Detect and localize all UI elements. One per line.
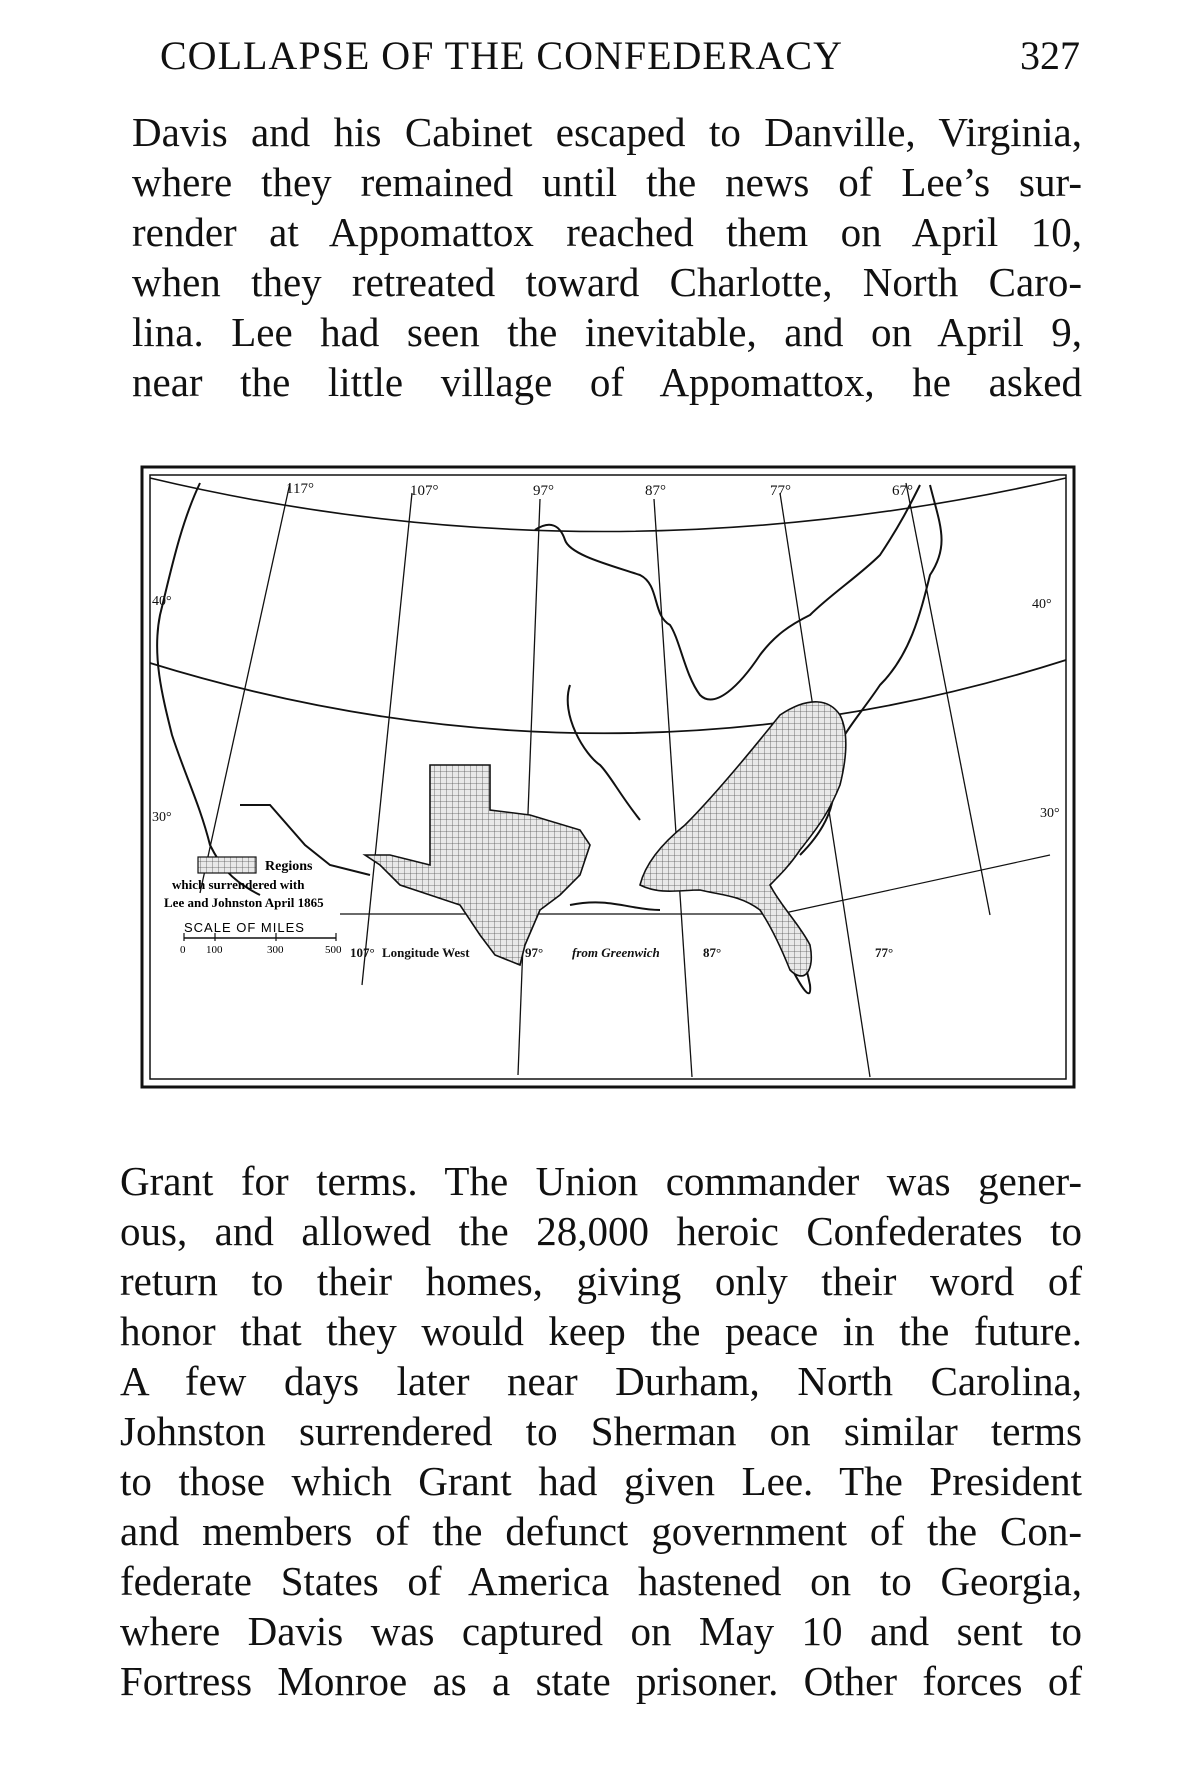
bottom-label: 107° [350,945,375,960]
lat-label-right: 30° [1040,806,1060,821]
text-line: A few days later near Durham, North Carolina, [120,1358,1082,1404]
page-number: 327 [1020,33,1080,78]
paragraph-1 [132,107,1082,407]
lon-label: 67° [892,483,913,499]
text-line: Johnston surrendered to Sherman on similar terms [120,1408,1082,1454]
text-line: near the little village of Appomattox, he asked [132,359,1082,405]
text-line: render at Appomattox reached them on April 10, [132,209,1082,255]
running-title: COLLAPSE OF THE CONFEDERACY [160,33,843,78]
map-figure [140,465,1076,1089]
map-border-outer [142,467,1074,1087]
text-line: Fortress Monroe as a state prisoner. Other forces of [120,1658,1082,1704]
scale-title: SCALE OF MILES [184,920,305,935]
scale-tick: 0 [180,944,186,956]
scale-tick: 100 [206,944,223,956]
legend-line-2: which surrendered with [172,877,305,892]
text-line: to those which Grant had given Lee. The President [120,1458,1082,1504]
bottom-label: Longitude West [382,945,470,960]
bottom-label: 77° [875,945,894,960]
legend-swatch [198,857,256,873]
lon-label: 97° [533,483,554,499]
scale-tick: 500 [325,944,342,956]
text-line: honor that they would keep the peace in the future. [120,1308,1082,1354]
lon-label: 87° [645,483,666,499]
text-line: Davis and his Cabinet escaped to Danville, Virginia, [132,109,1082,155]
lon-label: 77° [770,483,791,499]
scale-tick: 300 [267,944,284,956]
text-line: and members of the defunct government of the Con- [120,1508,1082,1554]
text-line: return to their homes, giving only their word of [120,1258,1082,1304]
text-line: Grant for terms. The Union commander was gener- [120,1158,1082,1204]
lon-label: 107° [410,483,439,499]
text-line: ous, and allowed the 28,000 heroic Confederates to [120,1208,1082,1254]
bottom-label: 97° [525,945,544,960]
text-line: federate States of America hastened on to Georgia, [120,1558,1082,1604]
running-header [160,32,1080,82]
paragraph-2 [120,1156,1082,1706]
lon-label: 117° [286,481,314,497]
legend-line-3: Lee and Johnston April 1865 [164,895,324,910]
text-line: where Davis was captured on May 10 and sent to [120,1608,1082,1654]
lat-label-left: 30° [152,810,172,825]
legend-line-1: Regions [265,859,313,874]
bottom-label: from Greenwich [572,945,660,960]
text-line: when they retreated toward Charlotte, North Caro- [132,259,1082,305]
text-line: where they remained until the news of Lee’s sur- [132,159,1082,205]
lat-label-right: 40° [1032,597,1052,612]
lat-label-left: 40° [152,594,172,609]
text-line: lina. Lee had seen the inevitable, and on April 9, [132,309,1082,355]
bottom-label: 87° [703,945,722,960]
